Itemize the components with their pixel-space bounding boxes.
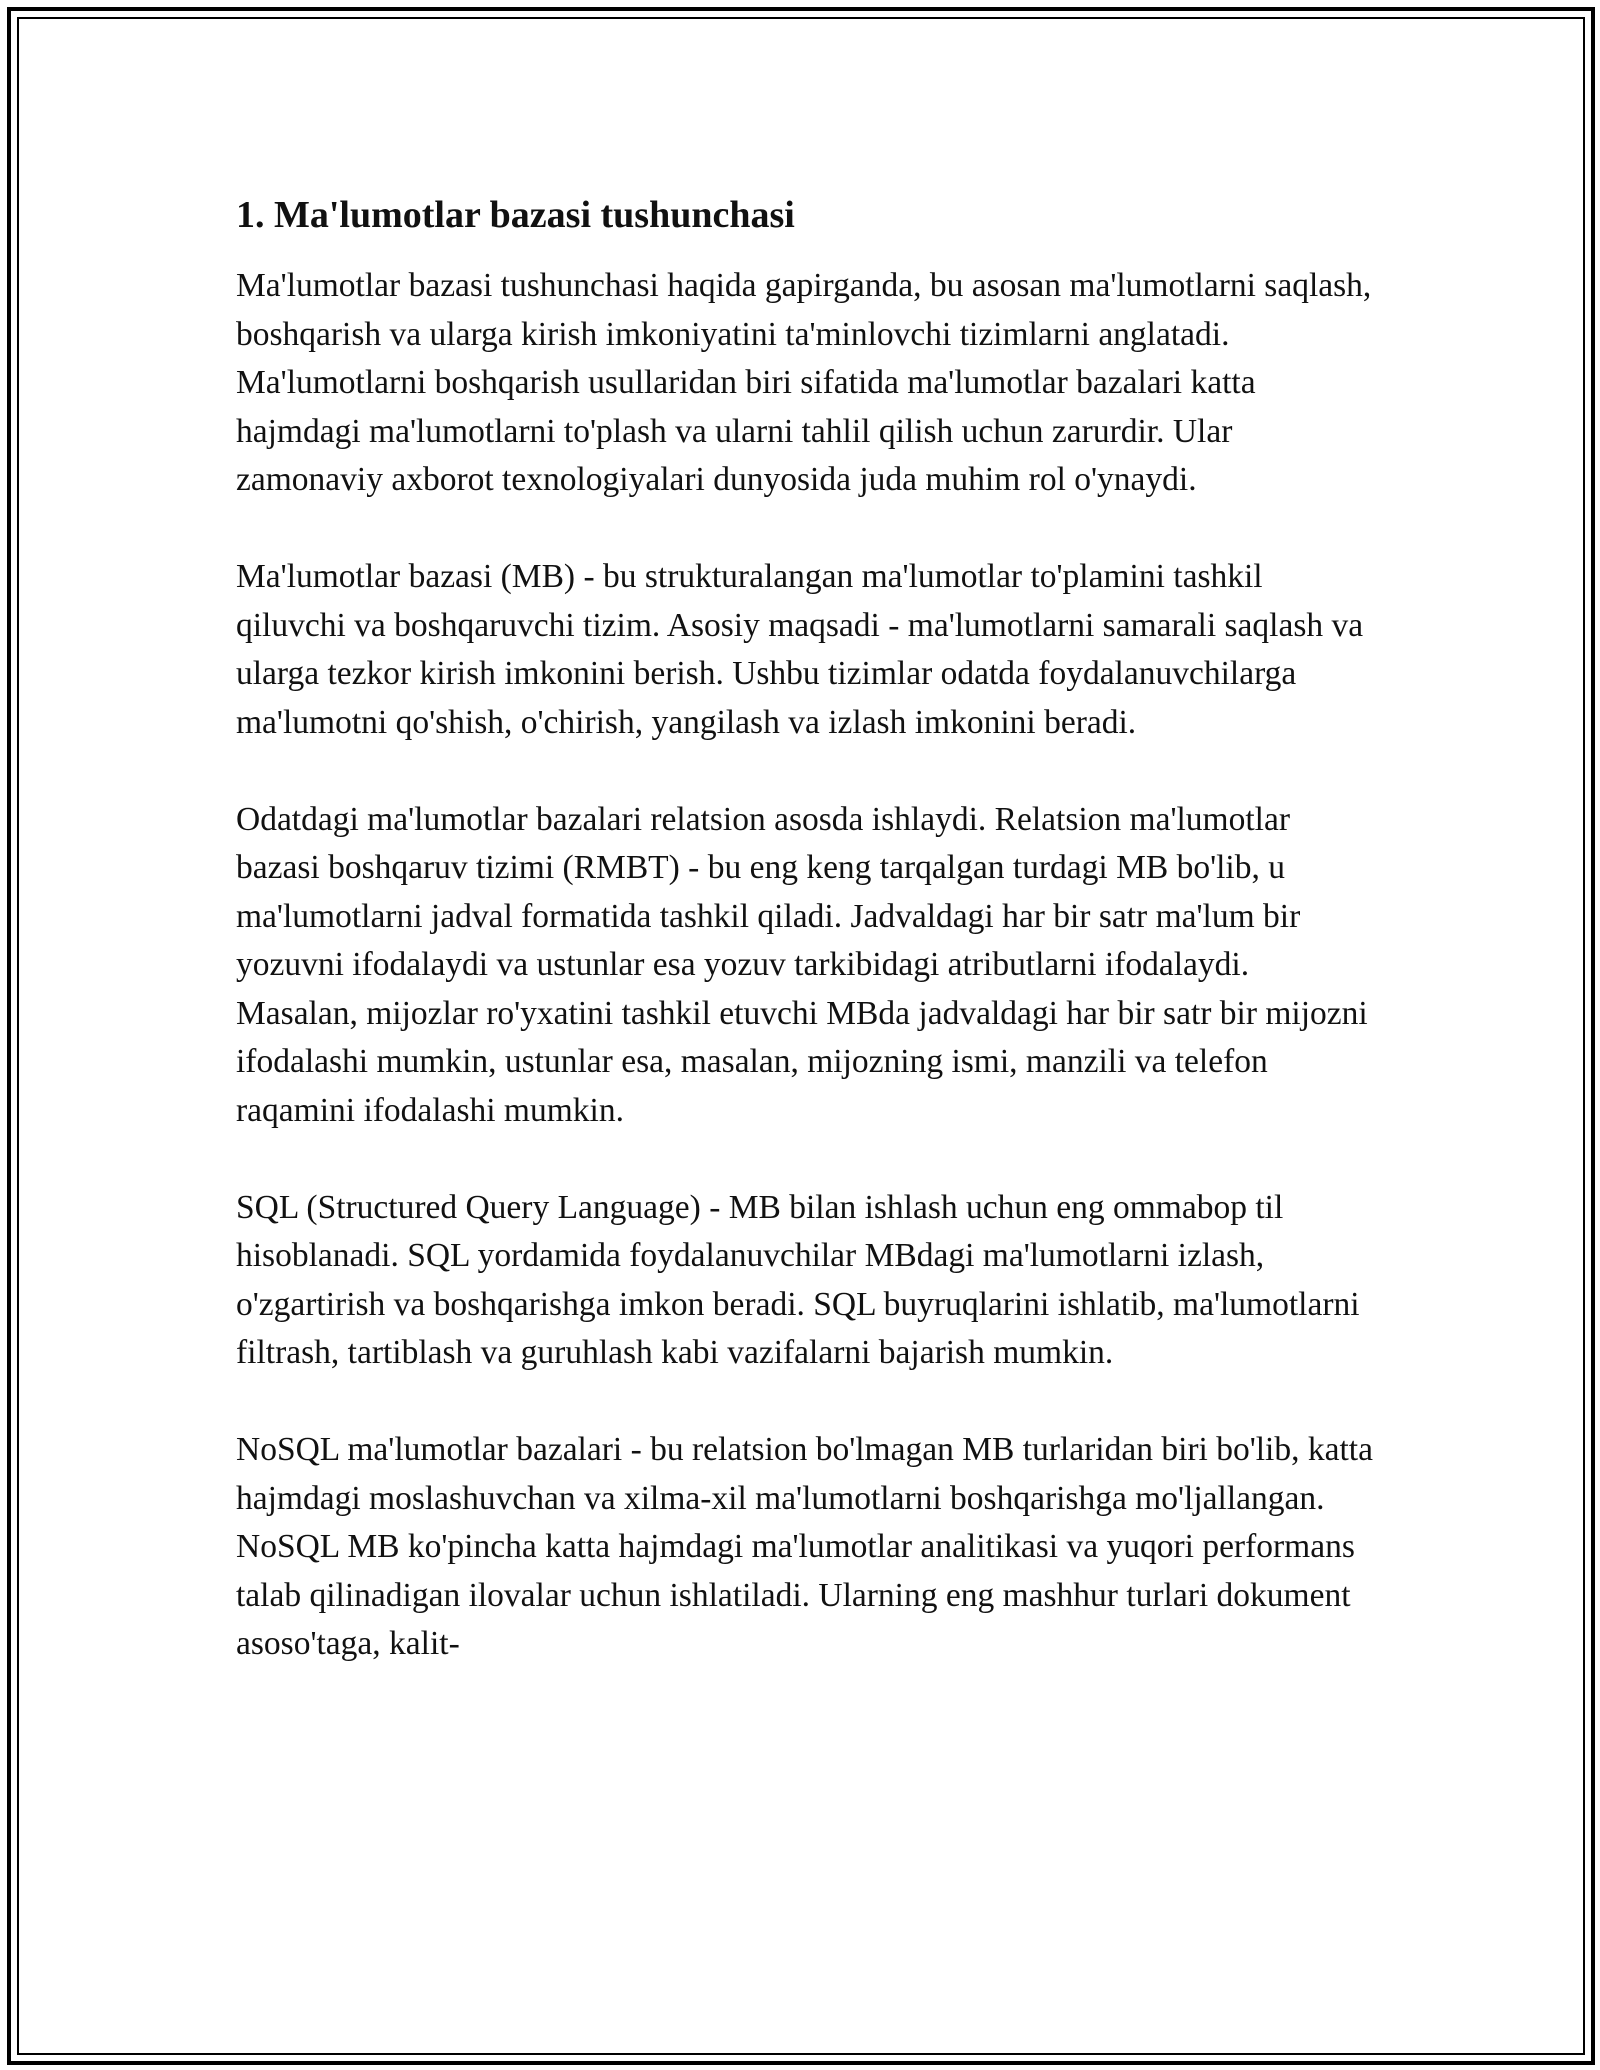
paragraph-intro: Ma'lumotlar bazasi tushunchasi haqida gapirganda, bu asosan ma'lumotlarni saqlash, boshqarish va ularga kirish imkoniyatini ta'minlovchi tizimlarni anglatadi. Ma'lumotlarni boshqarish usullaridan biri sifatida ma'lumotlar bazalari katta hajmdagi ma'lumotlarni to'plash va ularni tahlil qilish uchun zarurdir. Ular zamonaviy axborot texnologiyalari dunyosida juda muhim rol o'ynaydi.: [236, 267, 1372, 498]
paragraph-sql: SQL (Structured Query Language) - MB bilan ishlash uchun eng ommabop til hisoblanadi. SQL yordamida foydalanuvchilar MBdagi ma'lumotlarni izlash, o'zgartirish va boshqarishga imkon beradi. SQL buyruqlarini ishlatib, ma'lumotlarni filtrash, tartiblash va guruhlash kabi vazifalarni bajarish mumkin.: [236, 1188, 1360, 1371]
paragraph-mb-definition: Ma'lumotlar bazasi (MB) - bu strukturalangan ma'lumotlar to'plamini tashkil qiluvchi va boshqaruvchi tizim. Asosiy maqsadi - ma'lumotlarni samarali saqlash va ularga tezkor kirish imkonini berish. Ushbu tizimlar odatda foydalanuvchilarga ma'lumotni qo'shish, o'chirish, yangilash va izlash imkonini beradi.: [236, 558, 1364, 741]
section-heading: 1. Ma'lumotlar bazasi tushunchasi: [236, 194, 795, 236]
paragraph-nosql: NoSQL ma'lumotlar bazalari - bu relatsion bo'lmagan MB turlaridan biri bo'lib, katta hajmdagi moslashuvchan va xilma-xil ma'lumotlarni boshqarishga mo'ljallangan. NoSQL MB ko'pincha katta hajmdagi ma'lumotlar analitikasi va yuqori performans talab qilinadigan ilovalar uchun ishlatiladi. Ularning eng mashhur turlari dokument asoso'taga, kalit-: [236, 1431, 1373, 1662]
paragraph-relational: Odatdagi ma'lumotlar bazalari relatsion asosda ishlaydi. Relatsion ma'lumotlar bazasi boshqaruv tizimi (RMBT) - bu eng keng tarqalgan turdagi MB bo'lib, u ma'lumotlarni jadval formatida tashkil qiladi. Jadvaldagi har bir satr ma'lum bir yozuvni ifodalaydi va ustunlar esa yozuv tarkibidagi atributlarni ifodalaydi. Masalan, mijozlar ro'yxatini tashkil etuvchi MBda jadvaldagi har bir satr bir mijozni ifodalashi mumkin, ustunlar esa, masalan, mijozning ismi, manzili va telefon raqamini ifodalashi mumkin.: [236, 800, 1368, 1129]
document-body: [236, 188, 1376, 1717]
